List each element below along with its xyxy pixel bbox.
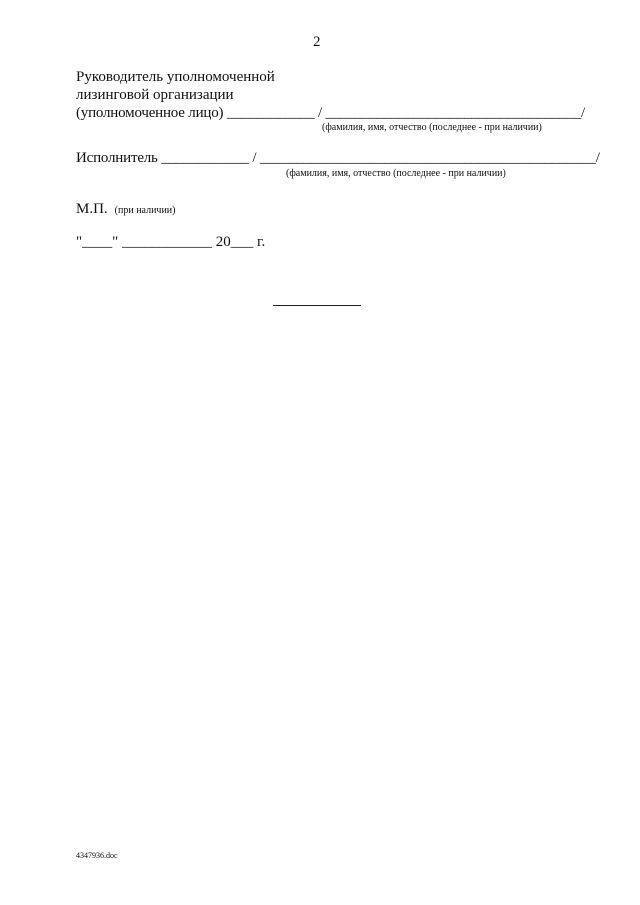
stamp-line (76, 200, 176, 218)
lessor-title-line1: Руководитель уполномоченной (76, 69, 275, 85)
footer-file-name: 4347936.doc (76, 851, 118, 860)
lessor-signature-line: (уполномоченное лицо) ____________ / ___________________________________/ (76, 105, 586, 121)
executor-signature-line: Исполнитель ____________ / ______________________________________________/ (76, 150, 600, 166)
stamp-hint: (при наличии) (114, 205, 176, 216)
date-line: "____" ____________ 20___ г. (76, 234, 266, 250)
stamp-label: М.П. (76, 201, 108, 217)
end-divider (273, 305, 361, 306)
page-number: 2 (313, 34, 321, 50)
lessor-title-line2: лизинговой организации (76, 87, 234, 103)
executor-name-hint: (фамилия, имя, отчество (последнее - при наличии) (286, 168, 506, 179)
lessor-name-hint: (фамилия, имя, отчество (последнее - при наличии) (322, 122, 542, 133)
